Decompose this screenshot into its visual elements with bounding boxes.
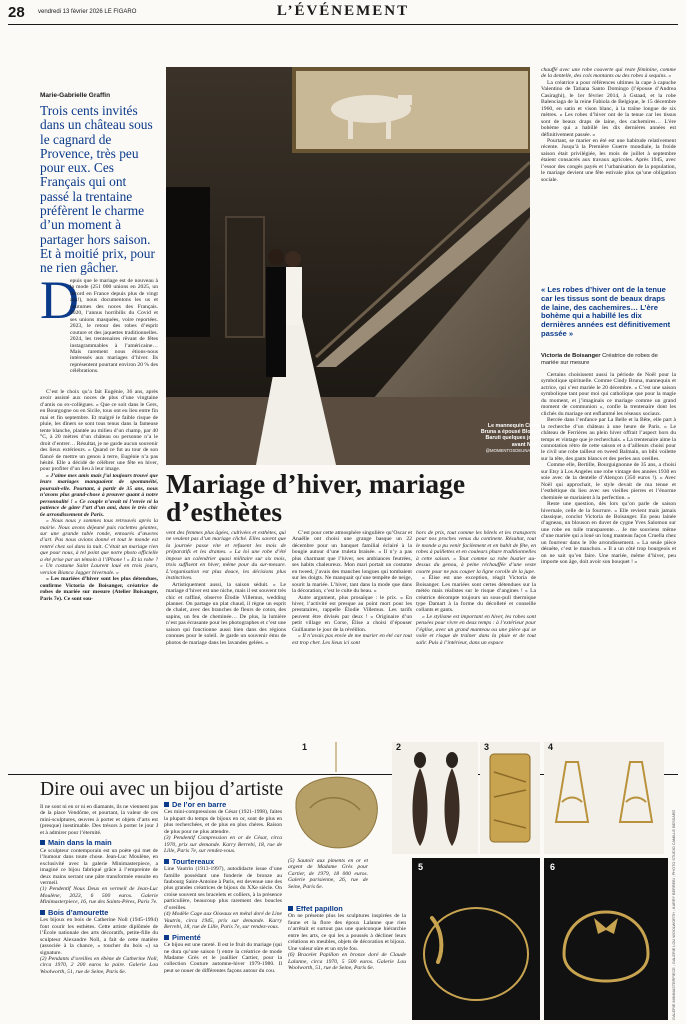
quote-author: Victoria de Boisanger — [541, 353, 601, 359]
quote-role: Créatrice de robes de mariée sur mesure — [541, 353, 658, 366]
item-caption: (2) Pendants d’oreilles en ébène de Catherine Noll, circa 1970, 2 200 euros la paire. Galerie Lou Woolworth, 51, rue de Seine, Paris 6e. — [40, 955, 158, 975]
item-caption: (4) Modèle Cage aux Oiseaux en métal doré de Line Vautrin, circa 1945, prix sur demande. Karry Berrebi, 18, rue de Lille, Paris 7e, sur rendez-vous. — [164, 911, 282, 931]
paragraph: hors de prix, tout comme les hôtels et les transports pour nos proches venus du continent. Résultat, tout le monde a pu venir facilement et en habit de fête, en robes à paillettes et en couleurs phare traditionnelles à cette saison. » Tout comme sa robe bustier au-dessus du genou, à peine réchauffée d’une veste courte pour ne pas couper la ligne corolle de la jupe. — [416, 530, 536, 575]
item-caption: (6) Bracelet Papillon en bronze doré de Claude Lalanne, circa 1970, 5 500 euros. Galerie Lou Woolworth, 51, rue de Seine, Paris 6e. — [288, 952, 406, 972]
paragraph: Ces mini-compressions de César (1921-1998), faites la plupart du temps de bijoux en or, sont de plus en plus recherchées, et de plus en plus chères. Raison de plus pour ne plus attendre. — [164, 809, 282, 835]
jewel-column-1 — [40, 804, 158, 1019]
jewel-photo-2 — [392, 742, 478, 854]
paragraph: chauffé avec une robe couverte qui reste féminine, comme de la dentelle, des cols montants ou des robes à sequins. » — [541, 67, 676, 80]
chili-necklace-image — [412, 858, 540, 1020]
item-caption: (5) Sautoir aux piments en or et argent de Madame Grès pour Cartier, de 1979, 18 000 euros. Galerie parisienne, 26, rue de Seine, Paris 6e. — [288, 858, 368, 890]
bird-cage-earrings-image — [544, 742, 664, 854]
box-intro: Il ne sont ni en or ni en diamants, ils ne viennent pas de la place Vendôme, et pourtant, la valeur de ces mini-sculptures, œuvres à porter et objets d’arts est (presque) inestimable. Des trésors à porter le jour J et à admirer pour l’éternité. — [40, 804, 158, 836]
article-column-5-top — [541, 67, 676, 281]
headline: Mariage d’hiver, mariage d’esthètes — [166, 468, 466, 527]
jewel-number: 5 — [418, 862, 424, 872]
jewel-column-3 — [288, 906, 406, 1020]
paragraph: « Il n’avais pas envie de me marier en été car tout est trop cher. Les lieux ici sont — [292, 633, 412, 646]
pull-quote-source — [541, 353, 676, 366]
paragraph: Pourtant, se marier en été est une habitude relativement récente. Jusqu’à la Première Guerre mondiale, la froide saison était privilégiée, les mois de juillet à septembre étaient consacrés aux travaux agricoles. Après 1945, avec l’essor des congés payés et l’urbanisation de la population, le mariage devient une fête estivale plus qu’une obligation sociale. — [541, 137, 676, 183]
page-number: 28 — [8, 4, 25, 21]
subheading: Pimenté — [164, 935, 282, 941]
jewel-number: 6 — [550, 862, 556, 872]
photo-caption — [480, 423, 540, 454]
jewel-photo-1 — [288, 742, 388, 854]
compression-pendant-image — [480, 742, 540, 854]
paragraph: C’est pour cette atmosphère singulière qu’Oscar et Anaëlle ont choisi une grange basque un 22 décembre pour un banquet familial éclairé à la bougie autour d’une truleta braisée. « Il n’y a pas plus charmant que l’hiver, ses ambiances feutrées, ses habits chaleureux. Mon mari portait un costume en tweed, j’avais des manches longues qui tombaient sur les doigts. Ne manquait qu’une tempête de neige, sourit la mariée. L’hiver, tant dans la mode que dans la décoration, c’est le culte du beau. » — [292, 530, 412, 595]
paragraph: Ce sculpteur contemporain est un poète qui met de l’humour dans toute chose. Jean-Luc Moulène, en exclusivité avec la galerie Minimasterpiece, a imaginé ce bijou fabriqué grâce à l’empreinte de deux mains serrant une pâte transformée ensuite en vermeil. — [40, 847, 158, 886]
paragraph: « Le stylisme est important en hiver, les robes sont pensées pour vivre en deux temps : à l’extérieur pour l’église, avec un grand manteau ou une pièce qui se voile et risque de traîner dans la pluie et de tout salir. Puis à l’intérieur, dans un espace — [416, 613, 536, 646]
article-column-4 — [416, 530, 536, 724]
earrings-image — [392, 742, 478, 854]
jewel-photo-4 — [544, 742, 664, 854]
credit-text: GALERIE MINIMASTERPIECE ; GALERIE LOU WOOLWORTH ; KARRY BERREBI ; PHOTO STUDIO CAMILLE BESSARD — [672, 809, 676, 1020]
paragraph: « Nous nous y sommes tous retrouvés après la mairie. Nous avons déjeuné puis raclettes géantes, sur une grande table ronde, entourés d’œuvres d’art. Pas nous avions donné et tout le monde est rentré chez soi dans la nuit. C’était un mariage rien que pour nous, à tel point que notre photo officielle a été prise par un témoin à l’iPhone ! » Et la robe ? « Un costume Saint Laurent loué en trois jours, version Bianca Jagger hivernale. » — [40, 518, 158, 576]
paper-name: LE FIGARO — [104, 9, 137, 15]
subheading: Main dans la main — [40, 840, 158, 846]
author-byline: Marie-Gabrielle Graffin — [40, 92, 111, 99]
box-title: Dire oui avec un bijou d’artiste — [40, 779, 284, 800]
date-text: vendredi 13 février 2026 — [38, 9, 103, 15]
photo-credit: @MOMENTOSDEUNAVIDA — [485, 447, 540, 453]
pull-quote: « Les robes d’hiver ont de la tenue car les tissus sont de beaux draps de laine, des cachemires… L’ère bohème qui a habillé les dix dernières années est définitivement passée » — [541, 285, 671, 338]
paragraph: « J’aime mes amis mais j’ai toujours trouvé que leurs mariages manquaient de spontanéité, poursuit-elle. Pourtant, à partir de 35 ans, nous n’avons plus grand-chose à prouver quant à notre personnalité ! » Ce couple n’avait ni l’envie ni la patience de gâter l’art d’un ami, dans le très chic 6e arrondissement de Paris. — [40, 472, 158, 518]
paragraph: On ne présente plus les sculptures inspirées de la faune et la flore des époux Lalanne que rien n’arrêtait et surtout pas une quelconque hiérarchie entre les arts, ce qui les a poussés à décliner leurs créations en meubles, objets de décoration et bijoux. Une valeur sûre et un style fou. — [288, 913, 406, 952]
paragraph: Bercée dans l’enfance par La Belle et la Bête, elle part à la recherche d’un château à une heure de Paris. « Le château de Ferrières au plein hiver offrait l’aspect hors du temps et vintage que je recherchais. » La trentenaire aime la connotation rétro de cette saison et a d’ailleurs choisi pour le civil une robe tailleur en tweed Balmain, un bibi voilette sur la tête, des gants blancs et des perles aux oreilles. — [541, 417, 676, 462]
paragraph: Line Vautrin (1913-1997), autodidacte issue d’une famille possédant une fonderie de bronze au faubourg Saint-Antoine à Paris, est devenue une des plus grandes créatrices de bijoux du XXe siècle. On croise souvent ses bracelets et colliers, à la présence particulière, beaucoup plus rarement des boucles d’oreilles. — [164, 866, 282, 911]
jewel-photo-6 — [544, 858, 668, 1020]
paragraph: Les bijoux en bois de Catherine Noll (1945-1994) font courir les esthètes. Cette artiste diplômée de l’École nationale des arts décoratifs, petite-fille du sculpteur Alexandre Noll, a fait de cette matière (associée à la chance, « toucher du bois ») sa signature. — [40, 917, 158, 956]
article-column-2 — [166, 530, 286, 724]
paragraph: Comme elle, Bertille, Bourguignonne de 35 ans, a choisi sur Etsy à Los Angeles une robe vintage des années 1930 en soie avec de la dentelle d’Alençon (350 euros !). « Avec Noël qui approchait, le style devait de ma tenue et l’esthétique du lieu avec ses vieilles pierres et l’énorme cheminée se mariaient à la perfection. » — [541, 462, 676, 501]
standfirst: Trois cents invités dans un château sous le cagnard de Provence, très peu pour eux. Ces Français qui ont passé la trentaine préfèrent le charme d’un moment à partager hors saison. Et à moitié prix, pour ne rien gâcher. — [40, 103, 155, 276]
paragraph: vent des femmes plus âgées, cultivées et esthètes, qui ne veulent pas d’un mariage cliché. Elles savent que la journée passe vite et refusent les mois de préparatifs et les drames. » La loi une robe d’été impose un calendrier quasi militaire sur six mois, trois suffisent en hiver, même pour du sur-mesure. L’organisation est plus douce, les décisions plus instinctives. — [166, 530, 286, 582]
photo-credits — [672, 809, 682, 1020]
paragraph: Ce bijou est une rareté. Il est le fruit du mariage (qui ne dura qu’une saison !) entre la créatrice de mode Madame Grès et le joaillier Cartier, pour la collection Couture automne-hiver 1979-1980. Il peut se nouer de différentes façons autour du cou. — [164, 942, 282, 974]
butterfly-bracelet-image — [544, 858, 668, 1020]
article-column-1 — [40, 389, 158, 719]
subheading: Bois d’amourette — [40, 910, 158, 916]
paragraph: Reste une question, dès lors qu’on parle de saison hivernale, celle de la fourrure. « Elle revient mais jamais classique, conclut Victoria de Boisanger. En peau lainée d’agneau, un blouson en duvet de cygne Yves Salomon sur une robe en tulle transparente… Je me souviens même d’une mariée qui a loué un long manteau façon Cruella chez un fourreur dans le 10e arrondissement. » La seule pièce désuète, c’est le manchon. « Il a un côté trop bourgeois et on ne sait qu’en faire. Une mariée, même d’hiver, peu importe son âge, doit avoir son bouquet ! » — [541, 501, 676, 566]
jewel-number: 4 — [548, 742, 554, 752]
paragraph: C’est le choix qu’a fait Eugénie, 36 ans, après avoir assisté aux noces de plus d’une vingtaine d’amis ou ex-collègues. « Que ce soit dans le Gers, en Bourgogne ou en Sicile, tous ont eu lieu entre fin mai et fin septembre. Et malgré le faible risque de pluie, les dîners se sont tous tenus dans la fameuse tente blanche, plantée au milieu d’un champ, par 40 °C, à 20 mètres d’un château ou personne n’a le droit d’entrer… Résultat, je ne garde aucun souvenir des lieux extérieurs. » Quand ce fut au tour de son fiancé de mettre un genou à terre, Eugénie n’a pas hésité. Elle a décidé de célébrer une fête en hiver, pour profiter d’un lieu à leur image. — [40, 389, 158, 473]
item-caption: (1) Pendentif Nous Deux en vermeil de Jean-Luc Moulène, 2023, 6 500 euros. Galerie Minimasterpiece, 16, rue des Saints-Pères, Paris 7e. — [40, 886, 158, 906]
col1-lead — [70, 278, 158, 375]
paragraph: Artistiquement aussi, la saison séduit. « Le mariage d’hiver est une niche, mais il est souvent très chic et raffiné, observe Élodie Villemus, wedding planner. On partage un plat chaud, il règne un esprit de chalet, avec des branches de fleurs de coton, des sapins, un feu de cheminée… De plus, la lumière n’est pas écrasante pour les photographes et c’est une saison qui fonctionne aussi bien dans des régions connues pour le soleil. Je garde un souvenir ému de photos de mariage dans les lavandes gelées. » — [166, 581, 286, 646]
jewel-photo-5 — [412, 858, 540, 1020]
subheading: Effet papillon — [288, 906, 406, 912]
paragraph: epuis que le mariage est de nouveau à la mode (251 000 unions en 2025, un record en France depuis plus de vingt ans!), nous documentons les us et coutumes des noces des Français. 2020, l’annus horribilis du Covid et ses unions masquées, voire reportées. 2023, le retour des robes d’esprit couture et des jaquettes traditionnelles. 2024, les trentenaires rêvant de fêtes instagrammables à l’américaine… Mais rarement nous étions-nous intéressés aux mariages d’hiver. Ils représentent pourtant environ 20 % des célébrations. — [70, 278, 158, 375]
paragraph: « Les mariées d’hiver sont les plus détendues, confirme Victoria de Boisanger, créatrice de robes de mariée sur mesure (Atelier Boisanger, Paris 7e). Ce sont sou- — [40, 576, 158, 602]
paragraph: Autre argument, plus prosaïque : le prix. « En hiver, l’activité est presque au point mort pour les prestataires, rappelle Élodie Villemus. Les tarifs peuvent être divisés par deux ! » Originaire d’un petit village en Corse, Élise a choisi d’épouser Guillaume le jour de la révéillon. — [292, 594, 412, 633]
subheading: Tourtereaux — [164, 859, 282, 865]
paragraph: Certains choisissent aussi la période de Noël pour la symbolique spirituelle. Comme Cindy Bruna, mannequin et actrice, qui s’est mariée le 20 décembre. « C’est une saison symbolique tant pour moi qui catholique que pour la magie du moment, et j’imaginais ce mariage comme un grand moment de communion », confie la trentenaire dont les clichés du mariage ont enflammé les réseaux sociaux. — [541, 372, 676, 417]
jewel-number: 2 — [396, 742, 402, 752]
jewel-number: 1 — [302, 742, 308, 752]
article-column-3 — [292, 530, 412, 724]
drop-cap: D — [40, 270, 79, 330]
jewel-caption-5 — [288, 858, 368, 890]
photo-illustration — [166, 67, 530, 465]
page-header — [8, 4, 678, 25]
jewel-column-2 — [164, 802, 282, 1020]
section-title: L’ÉVÉNEMENT — [276, 3, 410, 19]
wedding-photo — [166, 67, 530, 465]
caption-text: Le mannequin Cindy Bruna a épousé Blondy Baruti quelques jours avant Noël. — [480, 423, 540, 448]
paragraph: « Élise est une exception, réagit Victoria de Boisanger. Les mariées sont certes détendues sur la météo mais réalistes sur le risque d’angines ! » La créatrice décompte toujours un sous-pull thermique type Damart à la forme du décolleté et conseille collants et gants. — [416, 575, 536, 614]
jewel-photo-3 — [480, 742, 540, 854]
jewel-number: 3 — [484, 742, 490, 752]
item-caption: (3) Pendentif Compression en or de César, circa 1970, prix sur demande. Karry Berrebi, 18, rue de Lille, Paris 7e, sur rendez-vous. — [164, 835, 282, 855]
pendant-nous-deux-image — [288, 742, 388, 854]
article-column-5-bottom — [541, 372, 676, 724]
subheading: De l’or en barre — [164, 802, 282, 808]
paragraph: La créatrice a pour références ultimes la cape à capuche Valentino de Tatiana Santo Domingo (l’épouse d’Andrea Casiraghi), le 1er février 2014, à Gstaad, et la robe Balenciaga de la reine Fabiola de Belgique, le 15 décembre 1960, en satin et vison blanc, à la traîne longue de six mètres. « Les robes d’hiver ont de la tenue car les tissus sont de beaux draps de laine, des cachemires… L’ère bohème qui a habillé les dix dernières années est définitivement passée. » — [541, 79, 676, 138]
